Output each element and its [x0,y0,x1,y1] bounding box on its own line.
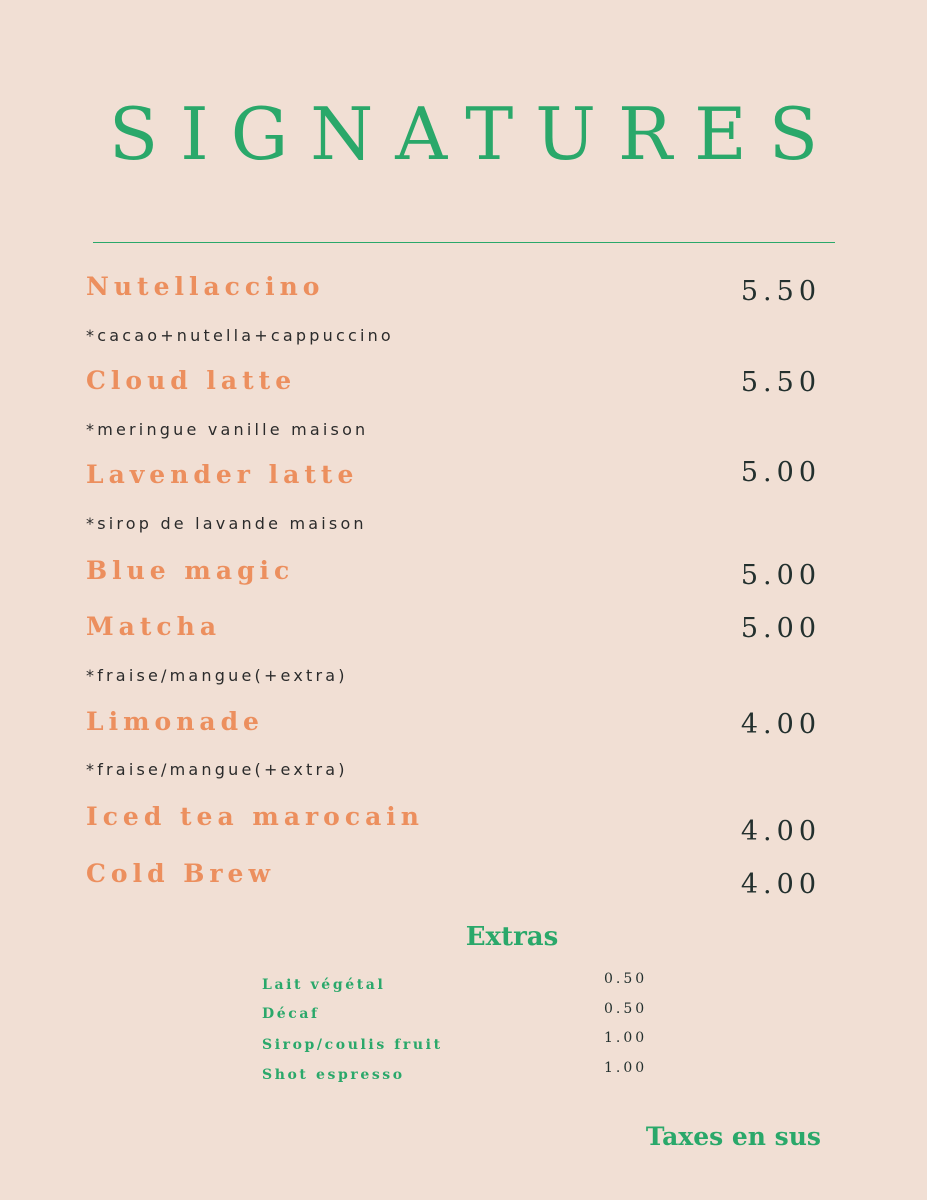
extra-item-name: Décaf [262,1006,320,1022]
menu-item-name: Cold Brew [86,859,275,888]
menu-item-description: *fraise/mangue(+extra) [86,760,348,779]
extra-item-price: 0.50 [604,1001,648,1017]
menu-item-name: Matcha [86,612,222,641]
extras-heading: Extras [465,922,559,952]
menu-item-name: Limonade [86,707,264,736]
menu-item-price: 4.00 [740,709,821,740]
extra-item-price: 1.00 [604,1030,648,1046]
menu-item-description: *fraise/mangue(+extra) [86,666,348,685]
menu-item-price: 5.50 [740,276,821,307]
menu-item-price: 5.00 [740,613,821,644]
menu-item-description: *meringue vanille maison [86,420,369,439]
menu-item-description: *cacao+nutella+cappuccino [86,326,394,345]
menu-item-name: Lavender latte [86,460,359,489]
menu-item-price: 5.50 [740,367,821,398]
extra-item-name: Lait végétal [262,977,386,993]
extra-item-price: 0.50 [604,971,648,987]
page-title: SIGNATURES [108,92,841,176]
menu-item-price: 4.00 [740,869,821,900]
menu-item-price: 5.00 [740,560,821,591]
menu-item-name: Iced tea marocain [86,802,424,831]
menu-item-name: Nutellaccino [86,272,325,301]
extra-item-name: Sirop/coulis fruit [262,1037,443,1053]
taxes-note: Taxes en sus [645,1122,821,1151]
menu-item-price: 5.00 [740,457,821,488]
menu-item-name: Cloud latte [86,366,297,395]
menu-item-description: *sirop de lavande maison [86,514,367,533]
menu-item-price: 4.00 [740,816,821,847]
divider-line [93,242,835,243]
extra-item-name: Shot espresso [262,1067,405,1083]
menu-item-name: Blue magic [86,556,295,585]
extra-item-price: 1.00 [604,1060,648,1076]
